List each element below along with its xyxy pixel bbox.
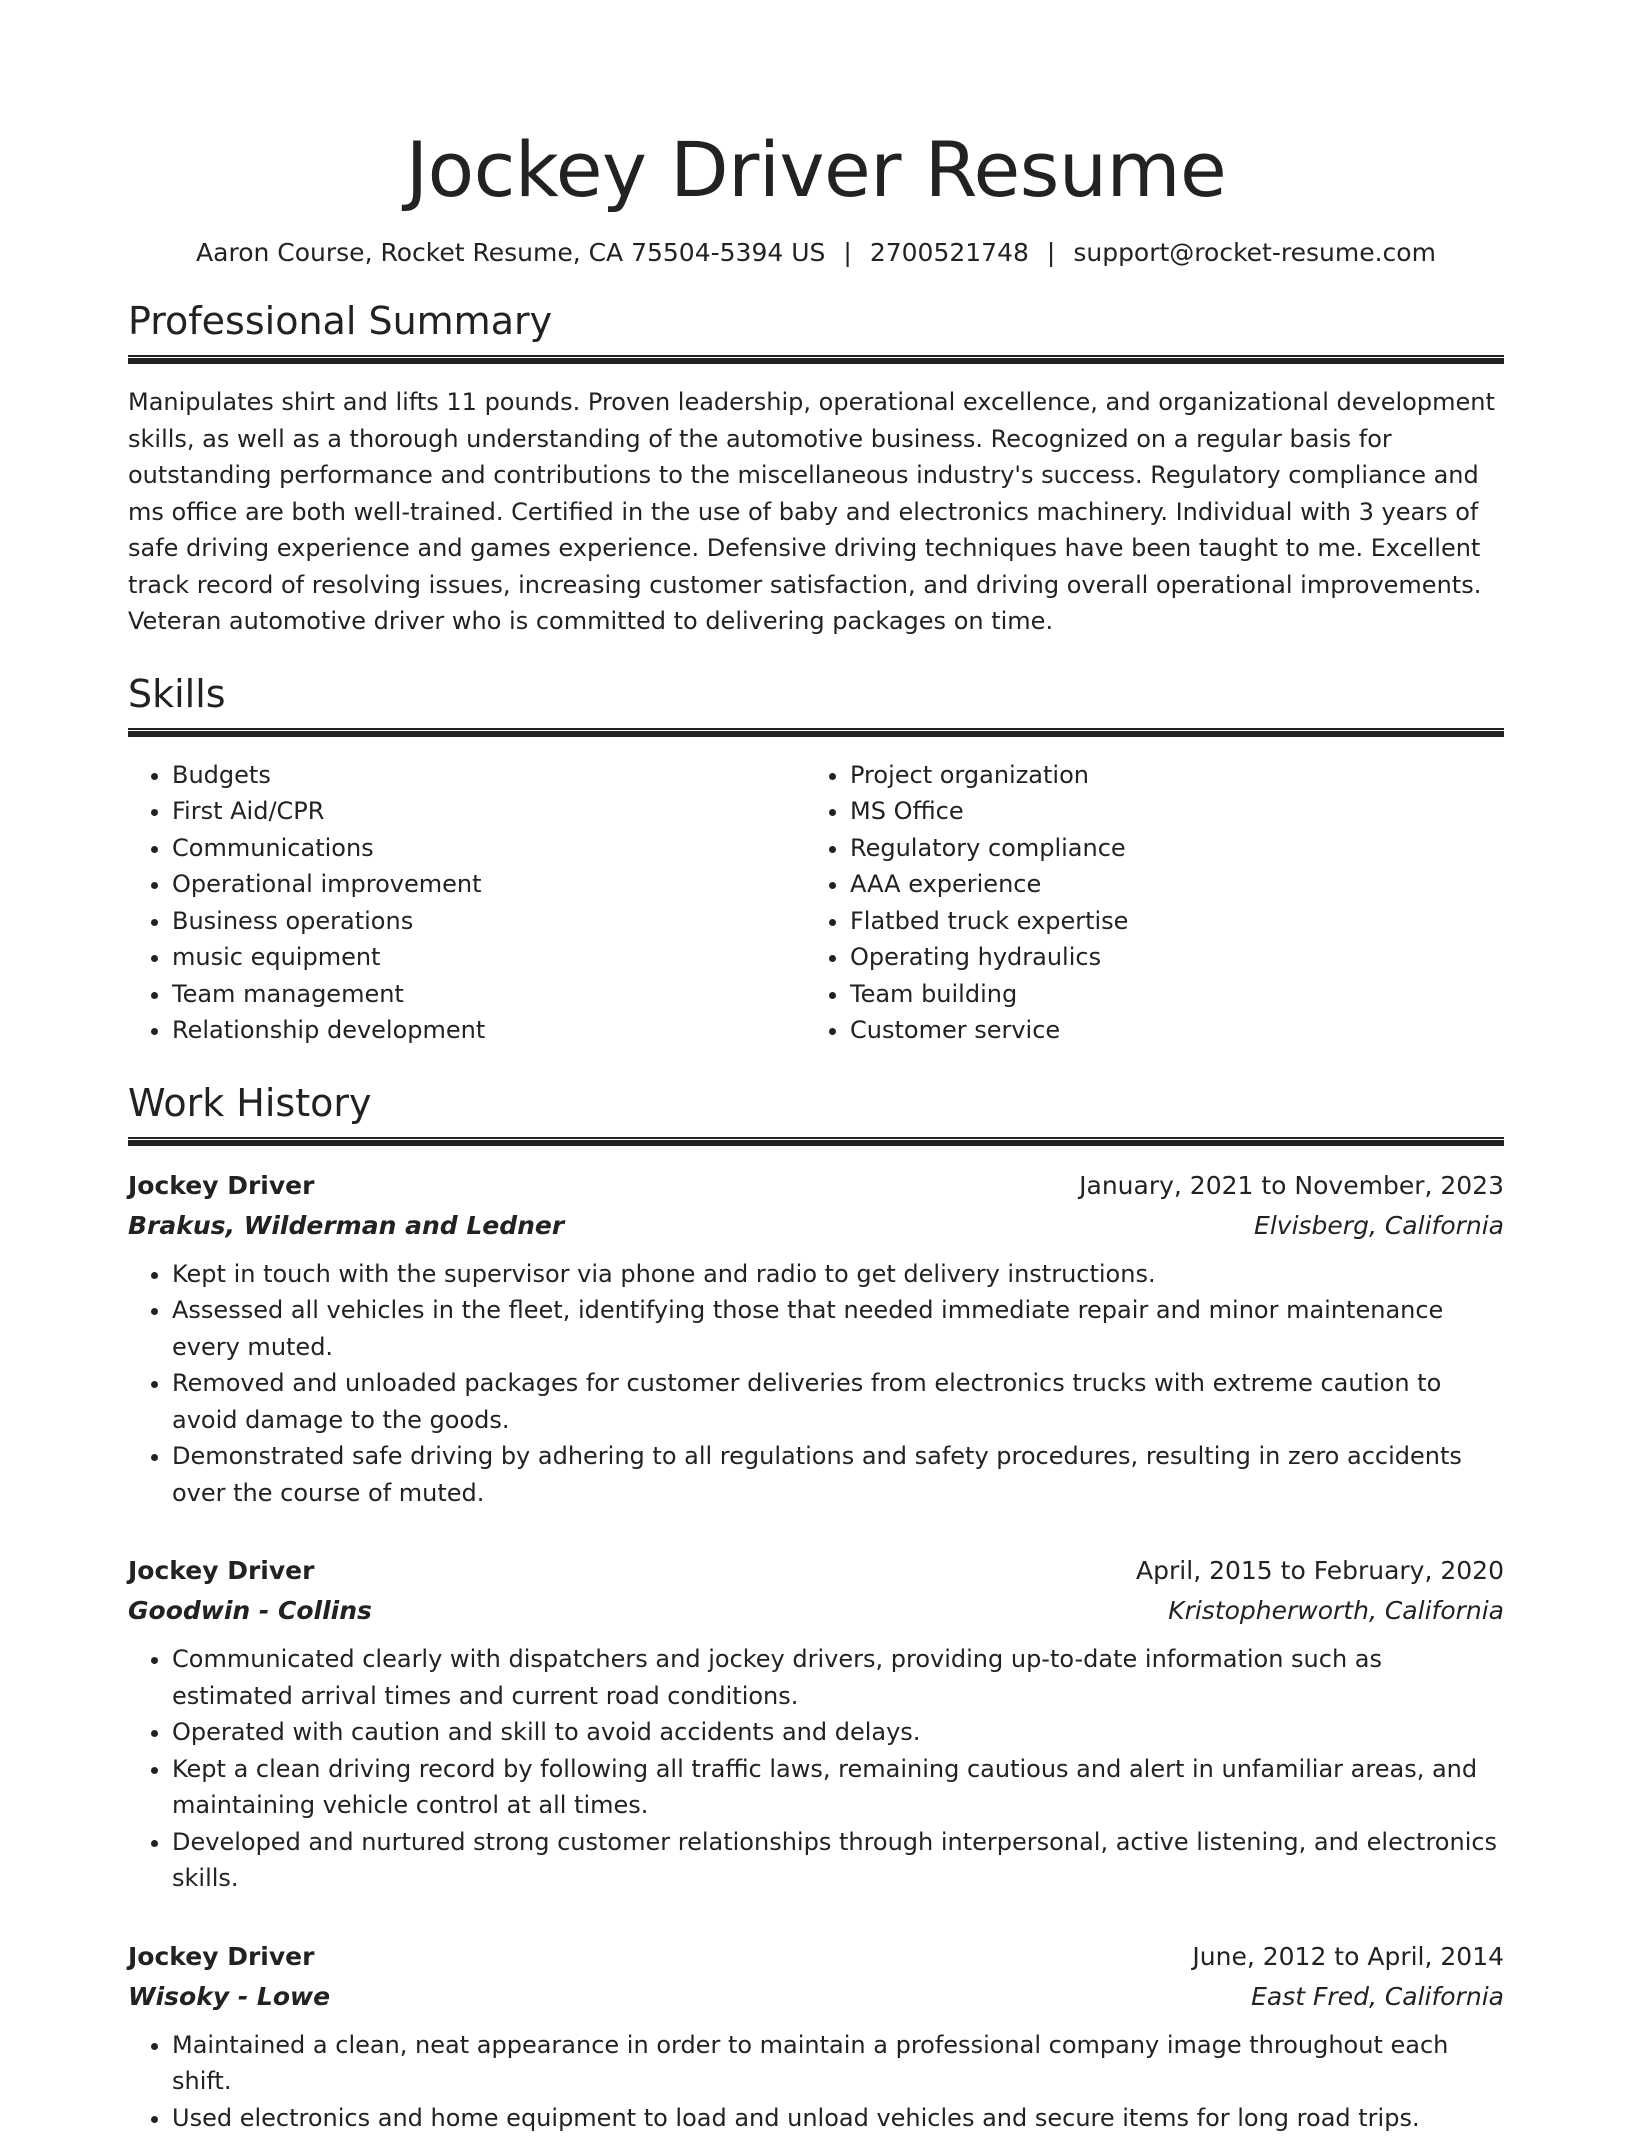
- job-bullet: • Removed and unloaded packages for customer deliveries from electronics trucks with extreme caution to avoid damage to the goods.: [172, 1365, 1504, 1438]
- skill-item: • Operating hydraulics: [850, 939, 1128, 976]
- skill-item: • MS Office: [850, 793, 1128, 830]
- job-bullet: • Kept in touch with the supervisor via phone and radio to get delivery instructions.: [172, 1256, 1504, 1293]
- job-bullet: • Operated with caution and skill to avoid accidents and delays.: [172, 1714, 1504, 1751]
- job-location: Elvisberg, California: [1254, 1206, 1504, 1246]
- job-header: [128, 1551, 1504, 1591]
- job-company: Wisoky - Lowe: [128, 1977, 330, 2017]
- job-bullet: • Used electronics and home equipment to load and unload vehicles and secure items for long road trips.: [172, 2100, 1504, 2136]
- skill-item: • First Aid/CPR: [172, 793, 806, 830]
- job-entry: [128, 1166, 1504, 1512]
- job-subheader: [128, 1977, 1504, 2017]
- job-bullet: • Kept a clean driving record by following all traffic laws, remaining cautious and alert in unfamiliar areas, and maintaining vehicle control at all times.: [172, 1751, 1504, 1824]
- skill-item: • Team building: [850, 976, 1128, 1013]
- section-heading: Work History: [128, 1079, 1504, 1127]
- section-divider: [128, 355, 1504, 364]
- contact-phone: 2700521748: [870, 238, 1029, 267]
- section-heading: Skills: [128, 670, 1504, 718]
- job-title: Jockey Driver: [128, 1551, 314, 1591]
- skills-columns: [128, 757, 1504, 1049]
- section-heading: Professional Summary: [128, 297, 1504, 345]
- job-title: Jockey Driver: [128, 1166, 314, 1206]
- job-bullets: [128, 2027, 1504, 2136]
- skill-item: • Communications: [172, 830, 806, 867]
- skill-item: • Flatbed truck expertise: [850, 903, 1128, 940]
- job-subheader: [128, 1206, 1504, 1246]
- skill-item: • Budgets: [172, 757, 806, 794]
- skill-item: • Regulatory compliance: [850, 830, 1128, 867]
- job-dates: June, 2012 to April, 2014: [1192, 1937, 1504, 1977]
- skill-item: • Operational improvement: [172, 866, 806, 903]
- section-divider: [128, 1137, 1504, 1146]
- skill-item: • music equipment: [172, 939, 806, 976]
- summary-text: Manipulates shirt and lifts 11 pounds. Proven leadership, operational excellence, and organizational development skills, as well as a thorough understanding of the automotive business. Recognized on a regular basis for outstanding performance and contributions to the miscellaneous industry's success. Regulatory compliance and ms office are both well-trained. Certified in the use of baby and electronics machinery. Individual with 3 years of safe driving experience and games experience. Defensive driving techniques have been taught to me. Excellent track record of resolving issues, increasing customer satisfaction, and driving overall operational improvements. Veteran automotive driver who is committed to delivering packages on time.: [128, 384, 1504, 640]
- job-location: East Fred, California: [1251, 1977, 1504, 2017]
- job-bullets: [128, 1641, 1504, 1897]
- skill-item: • Relationship development: [172, 1012, 806, 1049]
- job-header: [128, 1166, 1504, 1206]
- skill-item: • AAA experience: [850, 866, 1128, 903]
- work-history-section: [128, 1079, 1504, 2136]
- contact-separator: |: [1029, 238, 1073, 267]
- job-bullet: • Developed and nurtured strong customer relationships through interpersonal, active listening, and electronics skills.: [172, 1824, 1504, 1897]
- job-entry: [128, 1551, 1504, 1897]
- professional-summary-section: [128, 297, 1504, 640]
- resume-title: Jockey Driver Resume: [128, 0, 1504, 218]
- contact-separator: |: [825, 238, 869, 267]
- job-entry: [128, 1937, 1504, 2136]
- job-bullet: • Maintained a clean, neat appearance in order to maintain a professional company image throughout each shift.: [172, 2027, 1504, 2100]
- job-company: Brakus, Wilderman and Ledner: [128, 1206, 564, 1246]
- job-header: [128, 1937, 1504, 1977]
- skill-item: • Team management: [172, 976, 806, 1013]
- job-location: Kristopherworth, California: [1168, 1591, 1504, 1631]
- skills-list-left: [128, 757, 806, 1049]
- job-bullet: • Demonstrated safe driving by adhering to all regulations and safety procedures, resulting in zero accidents over the course of muted.: [172, 1438, 1504, 1511]
- job-company: Goodwin - Collins: [128, 1591, 372, 1631]
- skill-item: • Business operations: [172, 903, 806, 940]
- skill-item: • Customer service: [850, 1012, 1128, 1049]
- job-bullet: • Assessed all vehicles in the fleet, identifying those that needed immediate repair and minor maintenance every muted.: [172, 1292, 1504, 1365]
- job-title: Jockey Driver: [128, 1937, 314, 1977]
- job-subheader: [128, 1591, 1504, 1631]
- contact-line: [128, 236, 1504, 270]
- job-dates: January, 2021 to November, 2023: [1079, 1166, 1504, 1206]
- section-divider: [128, 728, 1504, 737]
- skill-item: • Project organization: [850, 757, 1128, 794]
- job-dates: April, 2015 to February, 2020: [1136, 1551, 1504, 1591]
- contact-email: support@rocket-resume.com: [1073, 238, 1436, 267]
- skills-section: [128, 670, 1504, 1049]
- job-bullets: [128, 1256, 1504, 1512]
- job-bullet: • Communicated clearly with dispatchers and jockey drivers, providing up-to-date information such as estimated arrival times and current road conditions.: [172, 1641, 1504, 1714]
- contact-address: Aaron Course, Rocket Resume, CA 75504-5394 US: [196, 238, 825, 267]
- skills-list-right: [806, 757, 1128, 1049]
